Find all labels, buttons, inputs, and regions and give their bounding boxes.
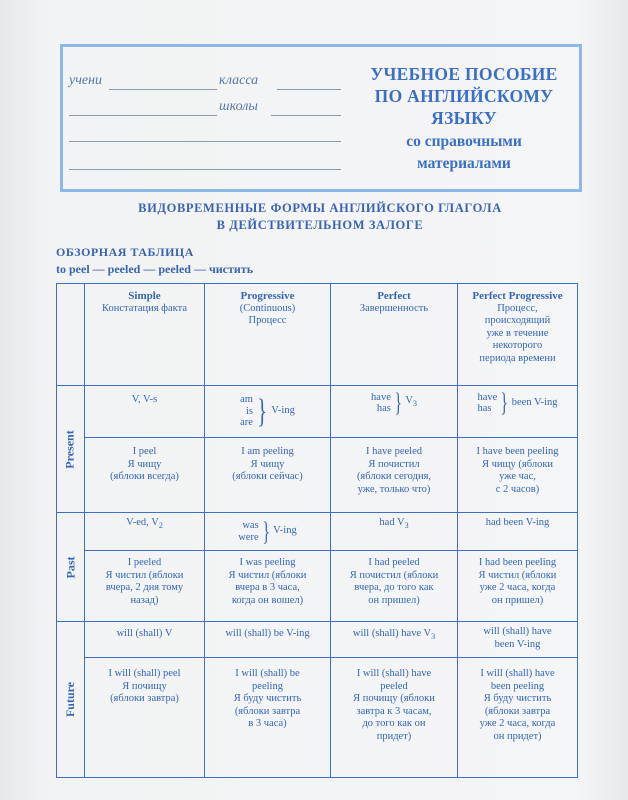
subtitle-line-1: со справочными: [406, 133, 522, 150]
form-future-perfect-progressive: will (shall) have been V-ing: [483, 626, 552, 650]
column-desc: Процесс,: [497, 302, 538, 314]
example-future-progressive: I will (shall) be peeling Я буду чистить (яблоки завтра в 3 часа): [233, 668, 302, 729]
grid-line: [56, 777, 578, 778]
header-simple: [85, 284, 204, 385]
form-present-simple: V, V-s: [131, 394, 158, 405]
example-past-perfect-progressive: I had been peeling Я чистил (яблоки уже 2 часа, когда он пришел): [478, 557, 557, 606]
form-present-progressive: am is are } V-ing: [240, 392, 295, 430]
tense-label-past: Past: [63, 556, 77, 578]
column-desc: Процесс: [248, 315, 287, 326]
header-box: [60, 44, 582, 192]
column-desc: некоторого: [492, 340, 543, 351]
pupil-name-line: [109, 89, 217, 90]
grid-line: [577, 283, 578, 778]
example-present-simple: I peel Я чищу (яблоки всегда): [110, 446, 179, 482]
column-desc: уже в течение: [486, 327, 549, 339]
pupil-label: учени: [69, 73, 103, 88]
header-progressive: [205, 284, 330, 385]
column-name: Perfect Progressive: [472, 290, 563, 302]
column-desc: происходящий: [484, 315, 551, 326]
column-name: Simple: [128, 290, 161, 302]
overview-label: ОБЗОРНАЯ ТАБЛИЦА: [56, 245, 194, 259]
form-future-simple: will (shall) V: [116, 628, 173, 639]
form-present-perfect-progressive: have has } been V-ing: [477, 388, 558, 417]
column-name: Progressive: [240, 290, 295, 302]
tense-table: [56, 283, 578, 778]
title-line-2: ПО АНГЛИЙСКОМУ: [374, 86, 554, 106]
form-past-simple: V-ed, $V_2$: [126, 517, 163, 531]
form-past-perfect-progressive: had been V-ing: [485, 517, 550, 528]
blank-line-2: [69, 169, 341, 170]
column-desc: Завершенность: [359, 302, 429, 314]
form-future-perfect: will (shall) have $V_3$: [352, 628, 436, 642]
example-future-simple: I will (shall) peel Я почищу (яблоки завтра): [108, 668, 181, 704]
form-past-progressive: was were } V-ing: [238, 516, 297, 546]
verb-forms-line: to peel — peeled — peeled — чистить: [56, 262, 254, 276]
subtitle-line-2: материалами: [417, 155, 511, 172]
example-past-progressive: I was peeling Я чистил (яблоки вчера в 3 часа, когда он вошел): [228, 557, 307, 606]
example-past-perfect: I had peeled Я почистил (яблоки вчера, до того как он пришел): [349, 557, 439, 606]
example-future-perfect: I will (shall) have peeled Я почищу (яблоки завтра к 3 часам, до того как он придет): [353, 668, 435, 742]
school-number-line: [69, 115, 217, 116]
title-line-1: УЧЕБНОЕ ПОСОБИЕ: [370, 64, 558, 84]
blank-line-1: [69, 141, 341, 142]
book-title: [355, 63, 573, 175]
tense-label-present: Present: [63, 429, 77, 469]
header-perfect: [331, 284, 457, 385]
column-name: Perfect: [377, 290, 411, 302]
header-perfect-progressive: [458, 284, 577, 385]
example-present-perfect: I have peeled Я почистил (яблоки сегодня, уже, только что): [356, 446, 432, 495]
section-title-line-2: В ДЕЙСТВИТЕЛЬНОМ ЗАЛОГЕ: [216, 218, 424, 232]
example-past-simple: I peeled Я чистил (яблоки вчера, 2 дня тому назад): [105, 557, 184, 606]
example-present-progressive: I am peeling Я чищу (яблоки сейчас): [232, 446, 303, 482]
column-desc: периода времени: [479, 352, 556, 364]
form-future-progressive: will (shall) be V-ing: [225, 628, 310, 639]
class-label: класса: [219, 73, 259, 88]
form-past-perfect: had $V_3$: [379, 517, 409, 531]
school-label: школы: [219, 99, 258, 114]
tense-label-future: Future: [63, 681, 78, 718]
school-line: [271, 115, 341, 116]
title-line-3: ЯЗЫКУ: [431, 108, 497, 128]
column-desc: (Continuous): [239, 302, 296, 314]
example-future-perfect-progressive: I will (shall) have been peeling Я буду чистить (яблоки завтра уже 2 часа, когда он придет): [479, 668, 556, 742]
example-present-perfect-progressive: I have been peeling Я чищу (яблоки уже час, с 2 часов): [476, 446, 559, 495]
column-desc: Констатация факта: [102, 302, 187, 314]
section-title-line-1: ВИДОВРЕМЕННЫЕ ФОРМЫ АНГЛИЙСКОГО ГЛАГОЛА: [138, 201, 502, 215]
section-title: [80, 200, 560, 234]
class-line: [277, 89, 341, 90]
form-present-perfect: have has } $V_3$: [371, 388, 417, 417]
